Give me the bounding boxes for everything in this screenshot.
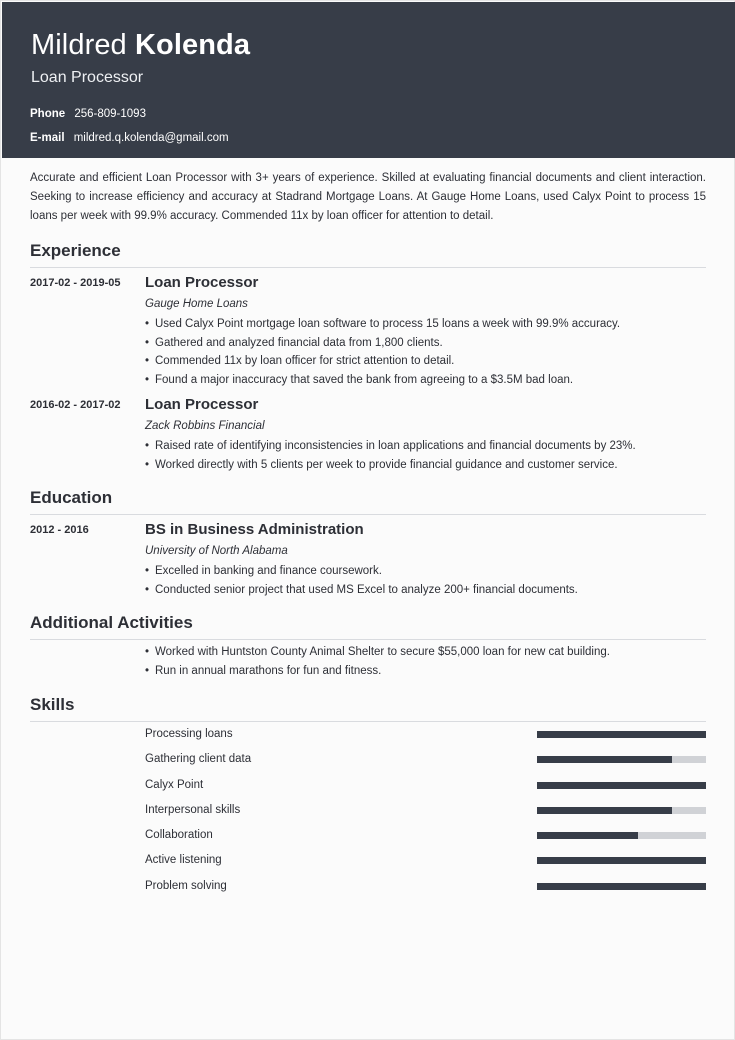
- bullet-item: • Excelled in banking and finance coursework.: [145, 562, 706, 581]
- skill-level-fill: [537, 731, 706, 738]
- bullet-item: • Raised rate of identifying inconsistencies in loan applications and financial documents by 23%.: [145, 437, 706, 456]
- activities-bullets: [145, 643, 706, 680]
- skill-row: [30, 750, 706, 775]
- email-row: [30, 131, 229, 145]
- candidate-name: [31, 28, 735, 62]
- skill-level-bar: [537, 807, 706, 814]
- skill-level-fill: [537, 857, 706, 864]
- experience-role: Loan Processor: [145, 396, 259, 413]
- bullet-item: • Gathered and analyzed financial data from 1,800 clients.: [145, 334, 706, 353]
- skill-level-bar: [537, 731, 706, 738]
- skill-name: Gathering client data: [145, 753, 252, 766]
- skill-row: [30, 851, 706, 876]
- activities-body: [145, 643, 706, 680]
- bullet-item: • Worked directly with 5 clients per week to provide financial guidance and customer service.: [145, 456, 706, 475]
- skill-name: Calyx Point: [145, 778, 204, 791]
- skill-level-fill: [537, 782, 706, 789]
- skill-name: Interpersonal skills: [145, 803, 241, 816]
- skill-level-fill: [537, 832, 638, 839]
- last-name: Kolenda: [134, 29, 251, 61]
- education-body: [145, 521, 706, 599]
- education-heading: Education: [30, 488, 706, 515]
- experience-company: Gauge Home Loans: [145, 298, 248, 310]
- education-dates: 2012 - 2016: [30, 524, 89, 536]
- email-value[interactable]: mildred.q.kolenda@gmail.com: [73, 132, 229, 144]
- skill-row: [30, 877, 706, 902]
- skill-level-fill: [537, 807, 672, 814]
- education-school: University of North Alabama: [145, 545, 288, 557]
- bullet-item: • Run in annual marathons for fun and fitness.: [145, 662, 706, 681]
- skills-list: [30, 725, 706, 902]
- bullet-item: • Found a major inaccuracy that saved the bank from agreeing to a $3.5M bad loan.: [145, 371, 706, 390]
- skill-row: [30, 826, 706, 851]
- phone-value: 256-809-1093: [74, 108, 146, 120]
- skill-level-bar: [537, 857, 706, 864]
- skill-name: Processing loans: [145, 728, 233, 740]
- phone-label: Phone: [30, 108, 66, 120]
- skill-level-bar: [537, 782, 706, 789]
- skill-row: [30, 801, 706, 826]
- bullet-item: • Used Calyx Point mortgage loan software to process 15 loans a week with 99.9% accuracy.: [145, 315, 706, 334]
- skill-row: [30, 725, 706, 750]
- experience-dates: 2017-02 - 2019-05: [30, 277, 121, 289]
- bullet-item: • Commended 11x by loan officer for strict attention to detail.: [145, 352, 706, 371]
- education-bullets: [145, 562, 706, 599]
- job-title: Loan Processor: [31, 69, 144, 86]
- email-label: E-mail: [30, 132, 65, 144]
- bullet-item: • Worked with Huntston County Animal Shelter to secure $55,000 loan for new cat building.: [145, 643, 706, 662]
- skills-heading: Skills: [30, 695, 706, 722]
- experience-heading: Experience: [30, 241, 706, 268]
- experience-bullets: [145, 437, 706, 474]
- skill-row: [30, 776, 706, 801]
- experience-bullets: [145, 315, 706, 390]
- skill-name: Problem solving: [145, 879, 227, 892]
- activities-heading: Additional Activities: [30, 613, 706, 640]
- skill-name: Active listening: [145, 854, 222, 867]
- skill-level-bar: [537, 756, 706, 763]
- experience-body: [145, 396, 706, 474]
- experience-role: Loan Processor: [145, 274, 259, 291]
- education-degree: BS in Business Administration: [145, 521, 364, 538]
- skill-level-bar: [537, 832, 706, 839]
- skill-level-fill: [537, 883, 706, 890]
- bullet-item: • Conducted senior project that used MS Excel to analyze 200+ financial documents.: [145, 581, 706, 600]
- first-name: Mildred: [31, 29, 127, 61]
- skill-level-bar: [537, 883, 706, 890]
- experience-body: [145, 274, 706, 390]
- phone-row: [30, 107, 146, 121]
- experience-dates: 2016-02 - 2017-02: [30, 399, 121, 411]
- experience-company: Zack Robbins Financial: [145, 420, 265, 432]
- skill-name: Collaboration: [145, 829, 213, 842]
- skill-level-fill: [537, 756, 672, 763]
- summary-paragraph: Accurate and efficient Loan Processor with 3+ years of experience. Skilled at evaluating financial documents and client interaction. Seeking to increase efficiency and accuracy at Stadrand Mortgage Loans. At Gauge Home Loans, used Calyx Point to process 15 loans per week with 99.9% accuracy. Commended 11x by loan officer for attention to detail.: [30, 172, 706, 222]
